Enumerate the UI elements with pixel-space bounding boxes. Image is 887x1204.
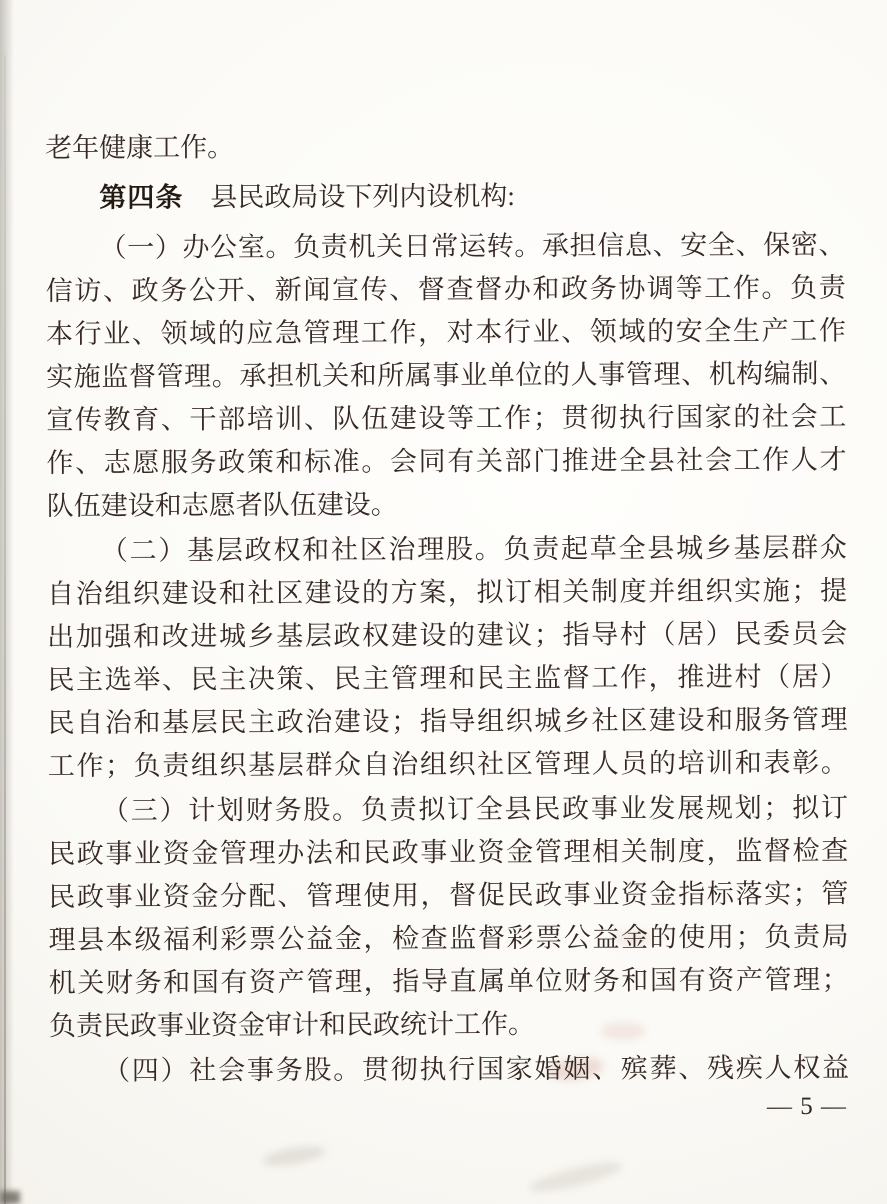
text-line: 负责民政事业资金审计和民政统计工作。 xyxy=(48,1008,535,1041)
scan-left-edge-shadow xyxy=(0,0,14,1204)
item-3-planning-finance xyxy=(48,787,849,1048)
document-body xyxy=(45,124,849,1095)
text-line: 信访、政务公开、新闻宣传、督查督办和政务协调等工作。负责 xyxy=(45,272,846,306)
text-line: （三）计划财务股。负责拟订全县民政事业发展规划；拟订 xyxy=(101,792,849,826)
page-number: — 5 — xyxy=(766,1092,848,1121)
text-line: 第四条 县民政局设下列内设机构: xyxy=(99,180,515,213)
item-1-office xyxy=(45,224,846,528)
text-line: 机关财务和国有资产管理，指导直属单位财务和国有资产管理； xyxy=(48,964,849,998)
text-line: （一）办公室。负责机关日常运转。承担信息、安全、保密、 xyxy=(99,229,846,263)
article-4-heading xyxy=(45,174,845,220)
text-line: 民政事业资金管理办法和民政事业资金管理相关制度，监督检查 xyxy=(48,835,849,869)
text-line: 民主选举、民主决策、民主管理和民主监督工作，推进村（居） xyxy=(47,661,848,695)
text-line: 民自治和基层民主政治建设；指导组织城乡社区建设和服务管理 xyxy=(47,704,848,738)
text-line: 实施监督管理。承担机关和所属事业单位的人事管理、机构编制、 xyxy=(46,358,847,392)
article-number: 第四条 xyxy=(99,182,184,213)
text-line: 宣传教育、干部培训、队伍建设等工作；贯彻执行国家的社会工 xyxy=(46,401,847,435)
text-line: 自治组织建设和社区建设的方案，拟订相关制度并组织实施；提 xyxy=(46,575,848,609)
text-line: 理县本级福利彩票公益金，检查监督彩票公益金的使用；负责局 xyxy=(48,921,849,955)
carryover-line xyxy=(45,124,845,170)
text-line: 老年健康工作。 xyxy=(45,132,235,163)
item-2-grassroots-governance xyxy=(47,527,848,788)
text-line: 工作；负责组织基层群众自治组织社区管理人员的培训和表彰。 xyxy=(47,747,848,781)
scan-smudge-gray-2 xyxy=(527,1157,625,1198)
scan-smudge-gray-1 xyxy=(261,1143,327,1170)
scan-left-edge-line xyxy=(4,55,6,1204)
text-line: 民政事业资金分配、管理使用，督促民政事业资金指标落实；管 xyxy=(48,878,849,912)
text-line: 本行业、领域的应急管理工作，对本行业、领域的安全生产工作 xyxy=(45,315,846,349)
text-line: （二）基层政权和社区治理股。负责起草全县城乡基层群众 xyxy=(100,532,847,566)
text-line: 队伍建设和志愿者队伍建设。 xyxy=(46,489,398,521)
text-line: （四）社会事务股。贯彻执行国家婚姻、殡葬、残疾人权益 xyxy=(103,1052,850,1086)
text-line: 出加强和改进城乡基层政权建设的建议；指导村（居）民委员会 xyxy=(47,618,848,652)
scan-corner-artifact xyxy=(0,1191,20,1204)
text-line: 作、志愿服务政策和标准。会同有关部门推进全县社会工作人才 xyxy=(46,444,847,478)
item-4-social-affairs xyxy=(49,1047,849,1093)
